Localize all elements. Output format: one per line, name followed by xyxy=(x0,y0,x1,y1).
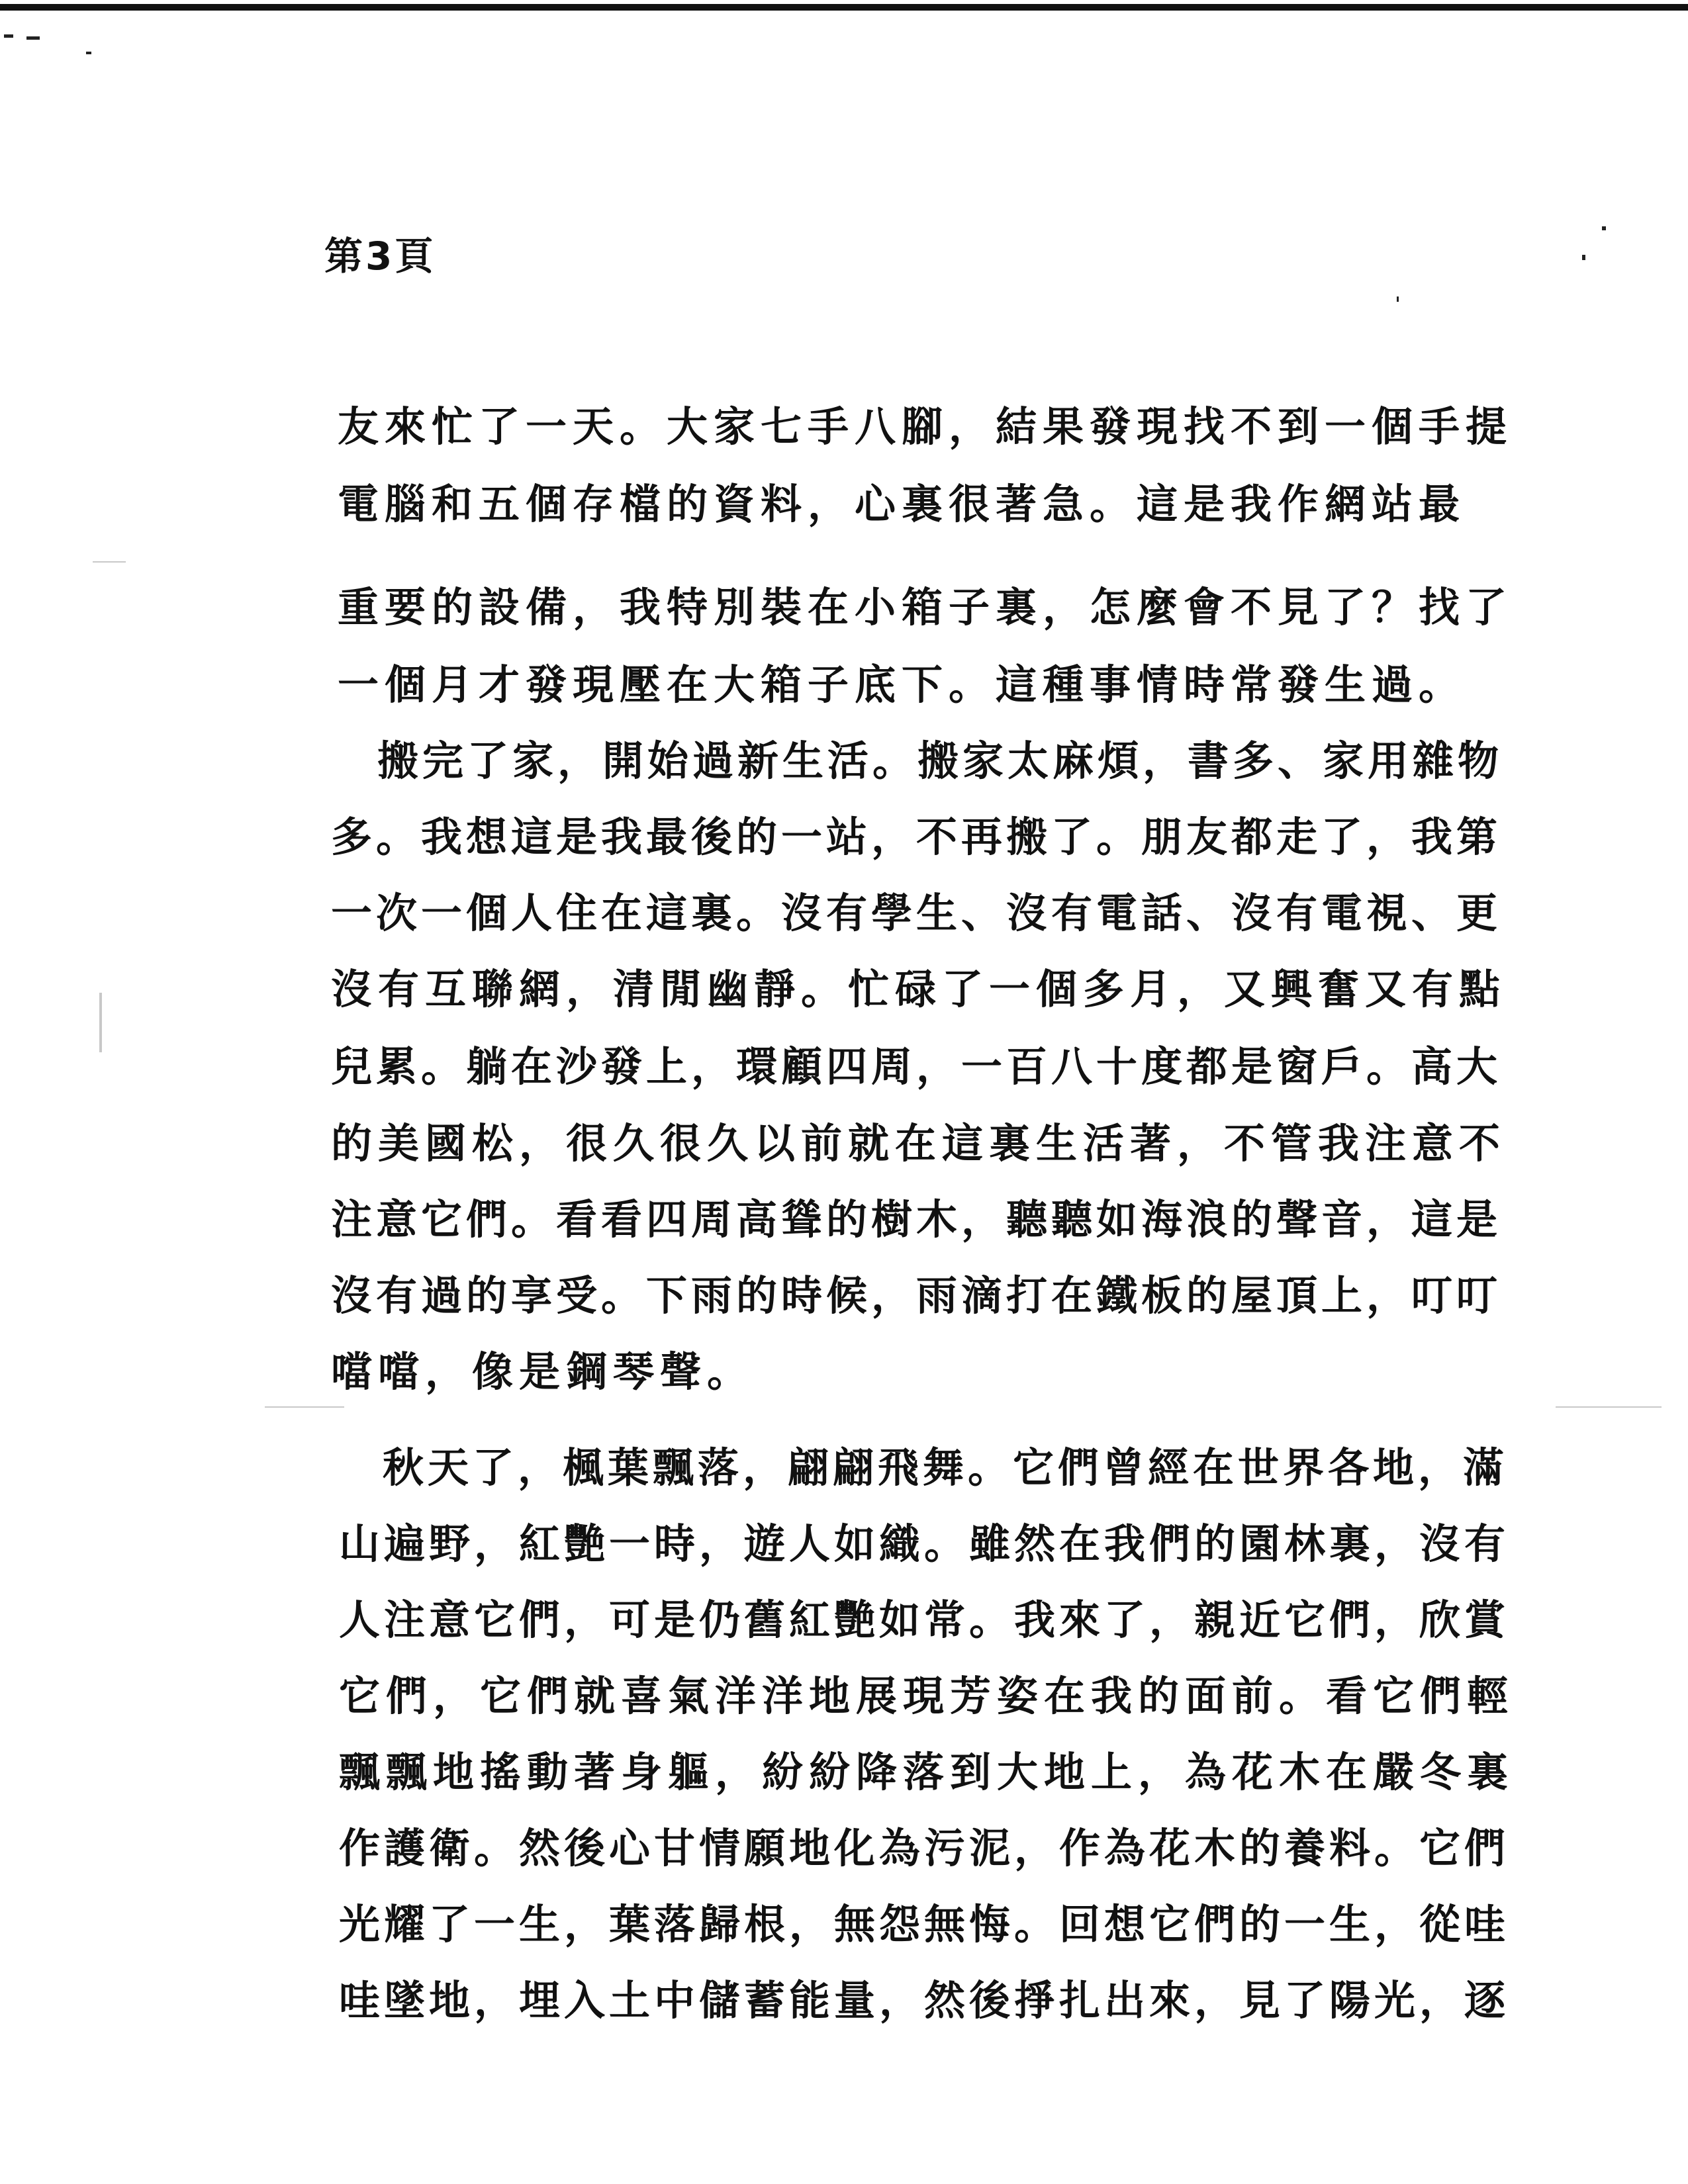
scan-mark xyxy=(1397,296,1399,302)
text-line: 一次一個人住在這裏。沒有學生、沒有電話、沒有電視、更 xyxy=(331,889,1502,937)
text-line: 的美國松，很久很久以前就在這裏生活著，不管我注意不 xyxy=(331,1119,1507,1167)
page-number: 第3頁 xyxy=(324,234,436,279)
scan-smudge xyxy=(1556,1406,1662,1408)
text-line: 兒累。躺在沙發上，環顧四周，一百八十度都是窗戶。高大 xyxy=(331,1042,1502,1091)
text-line: 重要的設備，我特別裝在小箱子裏，怎麼會不見了？找了 xyxy=(338,583,1513,631)
scan-mark xyxy=(1582,255,1585,260)
scan-smudge xyxy=(99,993,102,1052)
scan-mark xyxy=(1602,226,1606,230)
scan-mark xyxy=(26,36,40,40)
text-line: 山遍野，紅艷一時，遊人如織。雖然在我們的園林裏，沒有 xyxy=(339,1520,1510,1568)
text-line: 哇墜地，埋入土中儲蓄能量，然後掙扎出來，見了陽光，逐 xyxy=(339,1976,1510,2025)
text-line: 秋天了，楓葉飄落，翩翩飛舞。它們曾經在世界各地，滿 xyxy=(383,1443,1509,1492)
text-line: 搬完了家，開始過新生活。搬家太麻煩，書多、家用雜物 xyxy=(377,737,1503,785)
text-line: 光耀了一生，葉落歸根，無怨無悔。回想它們的一生，從哇 xyxy=(339,1900,1510,1948)
text-line: 它們，它們就喜氣洋洋地展現芳姿在我的面前。看它們輕 xyxy=(339,1672,1515,1720)
text-line: 多。我想這是我最後的一站，不再搬了。朋友都走了，我第 xyxy=(331,813,1502,861)
text-line: 飄飄地搖動著身軀，紛紛降落到大地上，為花木在嚴冬裏 xyxy=(339,1748,1515,1796)
text-line: 一個月才發現壓在大箱子底下。這種事情時常發生過。 xyxy=(338,660,1466,709)
text-line: 注意它們。看看四周高聳的樹木，聽聽如海浪的聲音，這是 xyxy=(331,1195,1502,1244)
text-line: 人注意它們，可是仍舊紅艷如常。我來了，親近它們，欣賞 xyxy=(339,1596,1510,1644)
scan-smudge xyxy=(93,561,126,563)
text-line: 電腦和五個存檔的資料，心裏很著急。這是我作網站最 xyxy=(338,480,1466,528)
scan-mark xyxy=(86,52,91,54)
scan-mark xyxy=(4,34,13,38)
text-line: 友來忙了一天。大家七手八腳，結果發現找不到一個手提 xyxy=(338,402,1513,451)
scan-smudge xyxy=(265,1406,344,1408)
scan-top-border xyxy=(0,4,1688,11)
text-line: 沒有過的享受。下雨的時候，雨滴打在鐵板的屋頂上，叮叮 xyxy=(331,1271,1502,1320)
text-line: 噹噹，像是鋼琴聲。 xyxy=(331,1347,755,1396)
text-line: 沒有互聯網，清閒幽靜。忙碌了一個多月，又興奮又有點 xyxy=(331,965,1507,1013)
text-line: 作護衛。然後心甘情願地化為污泥，作為花木的養料。它們 xyxy=(339,1824,1510,1872)
